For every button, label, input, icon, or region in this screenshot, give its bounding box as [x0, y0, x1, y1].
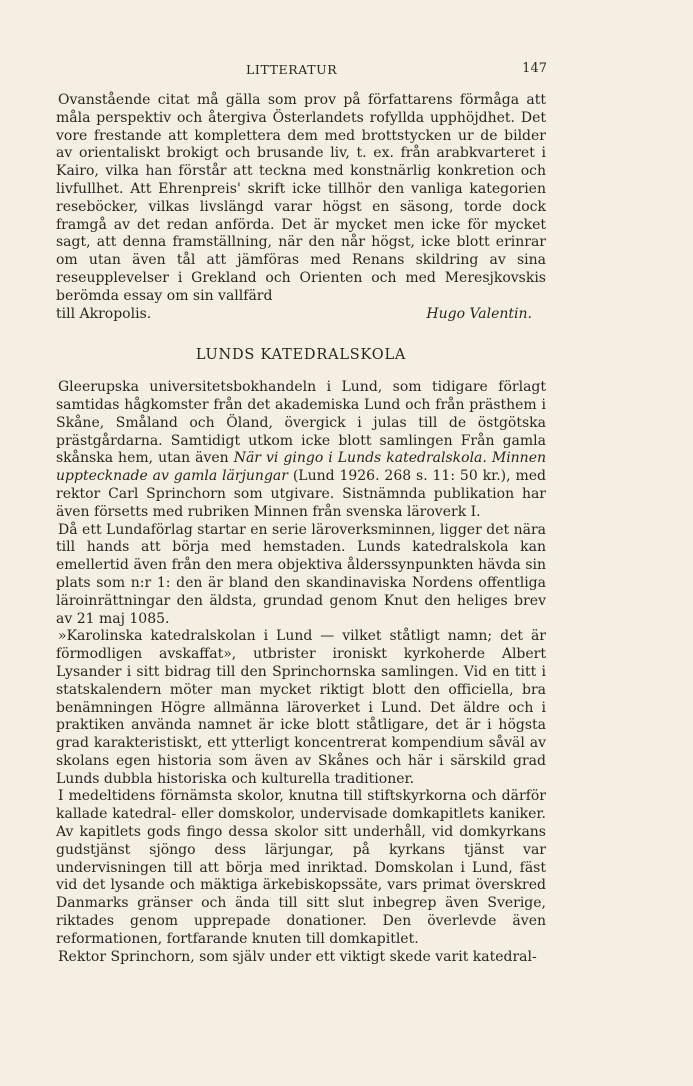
paragraph: »Karolinska katedralskolan i Lund — vilket ståtligt namn; det är förmodligen avskaffat», utbrister ironiskt kyrkoherde Albert Lysander i sitt bidrag till den Sprinchornska samlingen. Vid en titt i statskalendern möter man mycket riktigt blott den officiella, bra benämningen Högre allmänna läroverket i Lund. Det äldre och i praktiken använda namnet är icke blott ståtligare, det är i högsta grad karakteristiskt, ett ytterligt koncentrerat kompendium såväl av skolans egen historia som även av Skånes och här i särskild grad Lunds dubbla historiska och kulturella traditioner. — [56, 628, 546, 787]
paragraph-text: (Lund 1926. 268 s. 11: 50 kr.), med rektor Carl Sprinchorn som utgivare. Sistnämnda publikation har även försetts med rubriken Minnen från svenska läroverk I. — [56, 468, 546, 520]
paragraph: Då ett Lundaförlag startar en serie läroverksminnen, ligger det nära till hands att börja med hemstaden. Lunds katedralskola kan emellertid även från den mera objektiva ålderssynpunkten hävda sin plats som n:r 1: den är bland den skandinaviska Nordens offentliga läroinrättningar den äldsta, grundad genom Knut den heliges brev av 21 maj 1085. — [56, 521, 546, 627]
signature-line — [56, 306, 546, 324]
section-title: LUNDS KATEDRALSKOLA — [195, 347, 407, 364]
body-text — [56, 92, 546, 966]
book-title: När vi gingo i Lunds katedralskola. Minnen upptecknade av gamla lärjungar — [56, 450, 547, 485]
signature: Hugo Valentin. — [426, 305, 532, 322]
page-header — [56, 62, 547, 82]
page-number: 147 — [522, 61, 547, 76]
review-paragraph — [56, 92, 546, 306]
paragraph-text: Gleerupska universitetsbokhandeln i Lund, som tidigare förlagt samtidas hågkomster från det akademiska Lund och från prästhem i Skåne, Småland och Öland, övergick i julas till de östgötska prästgårdarna. Samtidigt utkom icke blott samlingen Från gamla skånska hem, utan även — [56, 379, 546, 467]
running-title: LITTERATUR — [246, 62, 338, 77]
review-last-line: till Akropolis. — [56, 305, 152, 322]
review-text: Ovanstående citat må gälla som prov på författarens förmåga att måla perspektiv och återgiva Österlandets rofyllda upphöjdhet. Det vore frestande att komplettera dem med brottstycken ur de bilder av orientaliskt brokigt och brusande liv, t. ex. från arabkvarteret i Kairo, vilka han förstår att teckna med konstnärlig konkretion och livfullhet. Att Ehrenpreis' skrift icke tillhör den vanliga kategorien reseböcker, vilkas livslängd varar högst en säsong, torde dock framgå av det redan anförda. Det är mycket men icke för mycket sagt, att denna framställning, när den når högst, icke blott erinrar om utan även tål att jämföras med Renans skildring av sina reseupplevelser i Grekland och Orienten och med Meresjkovskis berömda essay om sin vallfärd — [56, 92, 546, 304]
paragraph: I medeltidens förnämsta skolor, knutna till stiftskyrkorna och därför kallade katedral- eller domskolor, undervisade domkapitlets kaniker. Av kapitlets gods fingo dessa skolor sitt underhåll, vid domkyrkans gudstjänst sjöngo dess lärjungar, på kyrkans tjänst var undervisningen till att börja med inriktad. Domskolan i Lund, fäst vid det lysande och mäktiga ärkebiskopssäte, vars primat överskred Danmarks gränser och ända till sitt slut inbegrep även Sverige, riktades genom upprepade donationer. Den överlevde även reformationen, fortfarande knuten till domkapitlet. — [56, 788, 546, 947]
paragraph — [56, 379, 546, 521]
paragraph: Rektor Sprinchorn, som själv under ett viktigt skede varit katedral- — [58, 948, 537, 965]
